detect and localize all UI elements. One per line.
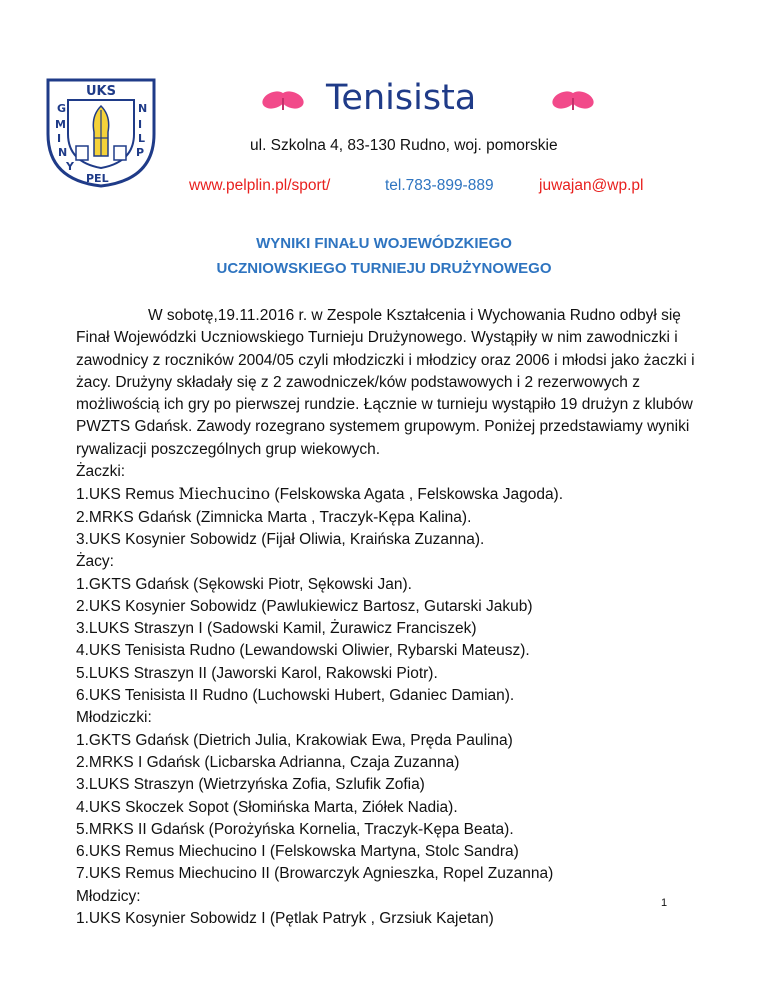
page-number: 1	[661, 897, 668, 909]
result-row: 6.UKS Tenisista II Rudno (Luchowski Hubert, Gdaniec Damian).	[76, 687, 515, 705]
article-body	[76, 305, 716, 930]
result-row	[76, 483, 716, 506]
butterfly-icon	[260, 88, 306, 114]
result-row: 6.UKS Remus Miechucino I (Felskowska Martyna, Stolc Sandra)	[76, 843, 519, 861]
title-row	[260, 78, 600, 128]
result-row: 3.LUKS Straszyn (Wietrzyńska Zofia, Szlufik Zofia)	[76, 776, 425, 794]
group-label-mlodziczki: Młodziczki:	[76, 709, 152, 727]
result-row: 1.UKS Kosynier Sobowidz I (Pętlak Patryk , Grzsiuk Kajetan)	[76, 910, 494, 928]
result-row: 4.UKS Skoczek Sopot (Słomińska Marta, Ziółek Nadia).	[76, 798, 458, 816]
result-row: 1.GKTS Gdańsk (Sękowski Piotr, Sękowski Jan).	[76, 575, 412, 593]
group-label-mlodzicy: Młodzicy:	[76, 887, 141, 905]
club-logo	[42, 76, 160, 188]
result-row: 2.MRKS Gdańsk (Zimnicka Marta , Traczyk-Kępa Kalina).	[76, 508, 472, 526]
result-text: Miechucino	[178, 485, 271, 504]
result-row: 5.MRKS II Gdańsk (Porożyńska Kornelia, Traczyk-Kępa Beata).	[76, 820, 514, 838]
result-row: 3.UKS Kosynier Sobowidz (Fijał Oliwia, Kraińska Zuzanna).	[76, 530, 485, 548]
result-text: (Felskowska Agata , Felskowska Jagoda).	[270, 486, 564, 504]
svg-text:G: G	[57, 102, 67, 115]
svg-text:PEL: PEL	[86, 172, 109, 185]
heading-line-1: WYNIKI FINAŁU WOJEWÓDZKIEGO	[256, 235, 512, 252]
svg-text:N: N	[138, 102, 148, 115]
svg-text:P: P	[136, 146, 145, 159]
group-label-zaczki: Żaczki:	[76, 463, 126, 481]
result-row: 4.UKS Tenisista Rudno (Lewandowski Oliwier, Rybarski Mateusz).	[76, 642, 530, 660]
svg-text:I: I	[138, 118, 143, 131]
svg-text:N: N	[58, 146, 68, 159]
svg-text:I: I	[57, 132, 62, 145]
email-link[interactable]: juwajan@wp.pl	[539, 177, 644, 194]
phone-number: tel.783-899-889	[385, 177, 494, 194]
svg-text:L: L	[138, 132, 146, 145]
result-row: 7.UKS Remus Miechucino II (Browarczyk Agnieszka, Ropel Zuzanna)	[76, 865, 554, 883]
result-row: 3.LUKS Straszyn I (Sadowski Kamil, Żurawicz Franciszek)	[76, 620, 477, 638]
result-row: 2.UKS Kosynier Sobowidz (Pawlukiewicz Bartosz, Gutarski Jakub)	[76, 597, 533, 615]
result-row: 1.GKTS Gdańsk (Dietrich Julia, Krakowiak Ewa, Pręda Paulina)	[76, 731, 513, 749]
intro-paragraph: W sobotę,19.11.2016 r. w Zespole Kształcenia i Wychowania Rudno odbył się Finał Wojewódzki Uczniowskiego Turnieju Drużynowego. Wystąpiły w nim zawodniczki i zawodnicy z roczników 2004/05 czyli młodziczki i młodzicy oraz 2006 i młodsi jako żaczki i żacy. Drużyny składały się z 2 zawodniczek/ków podstawowych i 2 rezerwowych z możliwością ich gry po pierwszej rundzie. Łącznie w turnieju wystąpiło 19 drużyn z klubów PWZTS Gdańsk. Zawody rozegrano systemem grupowym. Poniżej przedstawiamy wyniki rywalizacji poszczególnych grup wiekowych.	[76, 307, 695, 458]
result-row: 2.MRKS I Gdańsk (Licbarska Adrianna, Czaja Zuzanna)	[76, 753, 460, 771]
svg-text:M: M	[55, 118, 66, 131]
svg-text:Y: Y	[66, 160, 74, 173]
page-title: Tenisista	[326, 78, 477, 118]
website-link[interactable]: www.pelplin.pl/sport/	[189, 177, 331, 194]
svg-text:UKS: UKS	[86, 84, 116, 99]
butterfly-icon	[550, 88, 596, 114]
address: ul. Szkolna 4, 83-130 Rudno, woj. pomorskie	[250, 137, 558, 154]
result-text: 1.UKS Remus	[76, 486, 179, 504]
result-row: 5.LUKS Straszyn II (Jaworski Karol, Rakowski Piotr).	[76, 664, 438, 682]
heading-line-2: UCZNIOWSKIEGO TURNIEJU DRUŻYNOWEGO	[216, 260, 552, 277]
group-label-zacy: Żacy:	[76, 553, 114, 571]
